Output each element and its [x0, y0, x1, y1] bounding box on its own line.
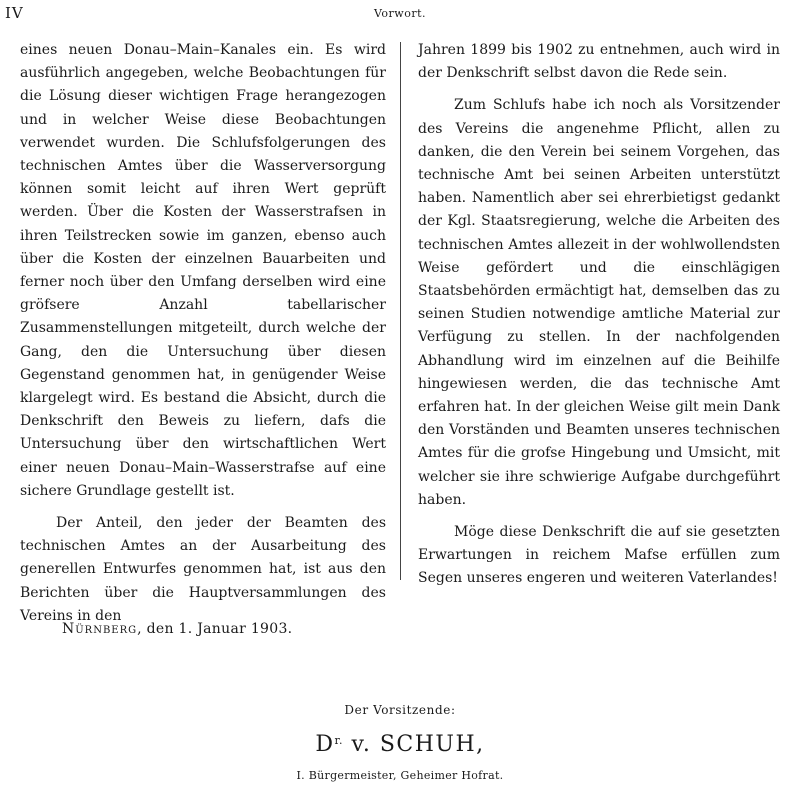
left-paragraph-1: eines neuen Donau–Main–Kanales ein. Es wird ausführlich angegeben, welche Beobachtungen für die Lösung dieser wichtigen Frage herangezogen und in welcher Weise diese Beobachtungen verwendet wurden. Die Schlufsfolgerungen des technischen Amtes über die Wasserversorgung können somit leicht auf ihren Wert geprüft werden. Über die Kosten der Wasserstrafsen in ihren Teilstrecken sowie im ganzen, ebenso auch über die Kosten der einzelnen Bauarbeiten und ferner noch über den Umfang derselben wird eine gröfsere Anzahl tabellarischer Zusammenstellungen mitgeteilt, durch welche der Gang, den die Untersuchung über diesen Gegenstand genommen hat, in genügender Weise klargelegt wird. Es bestand die Absicht, durch die Denkschrift den Beweis zu liefern, dafs die Untersuchung über den wirtschaftlichen Wert einer neuen Donau–Main–Wasserstrafse auf eine sichere Grundlage gestellt ist.: [20, 42, 386, 499]
signatory-position: I. Bürgermeister, Geheimer Hofrat.: [296, 769, 504, 782]
page-number: IV: [5, 4, 24, 22]
right-paragraph-3: Möge diese Denkschrift die auf sie gesetzten Erwartungen in reichem Mafse erfüllen zum Segen unseres engeren und weiteren Vaterlandes!: [418, 524, 780, 587]
signatory-title: [315, 732, 343, 757]
doctor-abbreviation: $D^{r.}$: [315, 732, 344, 757]
left-column: [20, 39, 386, 628]
place-name: Nürnberg: [62, 621, 138, 637]
left-paragraph-2: Der Anteil, den jeder der Beamten des technischen Amtes an der Ausarbeitung des generellen Entwurfes genommen hat, ist aus den Berichten über die Hauptversammlungen des Vereins in den: [20, 515, 386, 624]
right-paragraph-2: Zum Schlufs habe ich noch als Vorsitzender des Vereins die angenehme Pflicht, allen zu danken, die den Verein bei seinem Vorgehen, das technische Amt bei seinen Arbeiten unterstützt haben. Namentlich aber sei ehrerbietigst gedankt der Kgl. Staatsregierung, welche die Arbeiten des technischen Amtes allezeit in der wohlwollendsten Weise gefördert und die einschlägigen Staatsbehörden ermächtigt hat, demselben das zu seinen Studien notwendige amtliche Material zur Verfügung zu stellen. In der nachfolgenden Abhandlung wird im einzelnen auf die Beihilfe hingewiesen werden, die das technische Amt erfahren hat. In der gleichen Weise gilt mein Dank den Vorständen und Beamten unseres technischen Amtes für die grofse Hingebung und Umsicht, mit welcher sie ihre schwierige Aufgabe durchgeführt haben.: [418, 97, 780, 508]
chair-label: Der Vorsitzende:: [344, 703, 456, 717]
signatory-surname: v. SCHUH,: [343, 732, 485, 757]
signatory-name: [0, 732, 800, 757]
date-text: , den 1. Januar 1903.: [137, 621, 293, 637]
right-column: [418, 39, 780, 591]
running-head: Vorwort.: [373, 7, 427, 20]
column-divider: [400, 42, 401, 580]
place-date-line: [62, 621, 292, 637]
right-paragraph-1: Jahren 1899 bis 1902 zu entnehmen, auch wird in der Denkschrift selbst davon die Rede sein.: [418, 42, 780, 82]
